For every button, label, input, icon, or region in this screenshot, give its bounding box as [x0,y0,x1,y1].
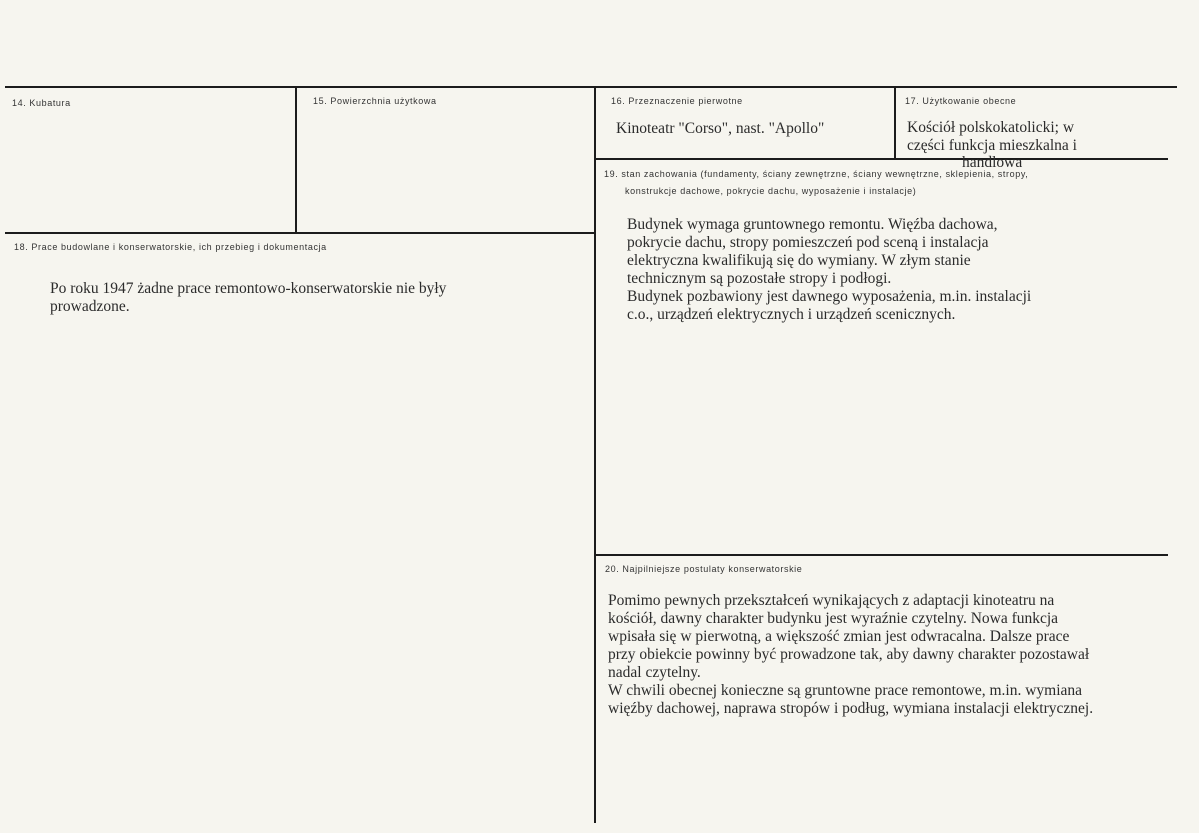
field-17-label: 17. Użytkowanie obecne [905,96,1017,106]
field-19-line: pokrycie dachu, stropy pomieszczeń pod sceną i instalacja [627,234,989,251]
field-19-line: elektryczna kwalifikują się do wymiany. W złym stanie [627,252,971,269]
field-18-line: prowadzone. [50,298,130,315]
field-16-label: 16. Przeznaczenie pierwotne [611,96,743,106]
field-20-line: więźby dachowej, naprawa stropów i podług, wymiana instalacji elektrycznej. [608,700,1094,717]
rule-under-16-17 [596,158,1168,160]
field-20-label: 20. Najpilniejsze postulaty konserwatorskie [605,564,803,574]
divider-14-15 [295,88,297,234]
field-19-line: c.o., urządzeń elektrycznych i urządzeń scenicznych. [627,306,956,323]
main-center-divider [594,88,596,823]
field-19-label-line: 19. stan zachowania (fundamenty, ściany zewnętrzne, ściany wewnętrzne, sklepienia, stropy, [604,169,1029,179]
field-17-line: Kościół polskokatolicki; w [907,119,1075,136]
rule-above-20 [596,554,1168,556]
field-17-line: części funkcja mieszkalna i [907,137,1077,154]
field-16-line: Kinoteatr "Corso", nast. "Apollo" [616,120,825,137]
field-20-line: W chwili obecnej konieczne są gruntowne prace remontowe, m.in. wymiana [608,682,1083,699]
field-20-line: Pomimo pewnych przekształceń wynikających z adaptacji kinoteatru na [608,592,1055,609]
field-18-line: Po roku 1947 żadne prace remontowo-konserwatorskie nie były [50,280,447,297]
field-18-value [50,280,446,316]
top-rule [5,86,1177,88]
field-20-line: przy obiekcie powinny być prowadzone tak, aby dawny charakter pozostawał [608,646,1090,663]
field-17-value [907,119,1077,171]
field-16-value [616,120,824,138]
field-14-label: 14. Kubatura [12,98,71,108]
field-19-label-line: konstrukcje dachowe, pokrycie dachu, wyposażenie i instalacje) [625,186,917,196]
field-20-line: nadal czytelny. [608,664,701,681]
field-19-line: technicznym są pozostałe stropy i podłogi. [627,270,892,287]
field-19-line: Budynek wymaga gruntownego remontu. Więźba dachowa, [627,216,998,233]
divider-16-17 [894,88,896,159]
field-20-line: wpisała się w pierwotną, a większość zmian jest odwracalna. Dalsze prace [608,628,1070,645]
field-19-value [627,216,1031,324]
field-15-label: 15. Powierzchnia użytkowa [313,96,437,106]
field-17-line: handlowa [962,154,1023,171]
field-19-label [604,166,1104,200]
rule-under-14-15 [5,232,595,234]
field-20-line: kościół, dawny charakter budynku jest wyraźnie czytelny. Nowa funkcja [608,610,1059,627]
field-18-label: 18. Prace budowlane i konserwatorskie, ich przebieg i dokumentacja [14,242,327,252]
field-20-value [608,592,1093,718]
field-19-line: Budynek pozbawiony jest dawnego wyposażenia, m.in. instalacji [627,288,1032,305]
